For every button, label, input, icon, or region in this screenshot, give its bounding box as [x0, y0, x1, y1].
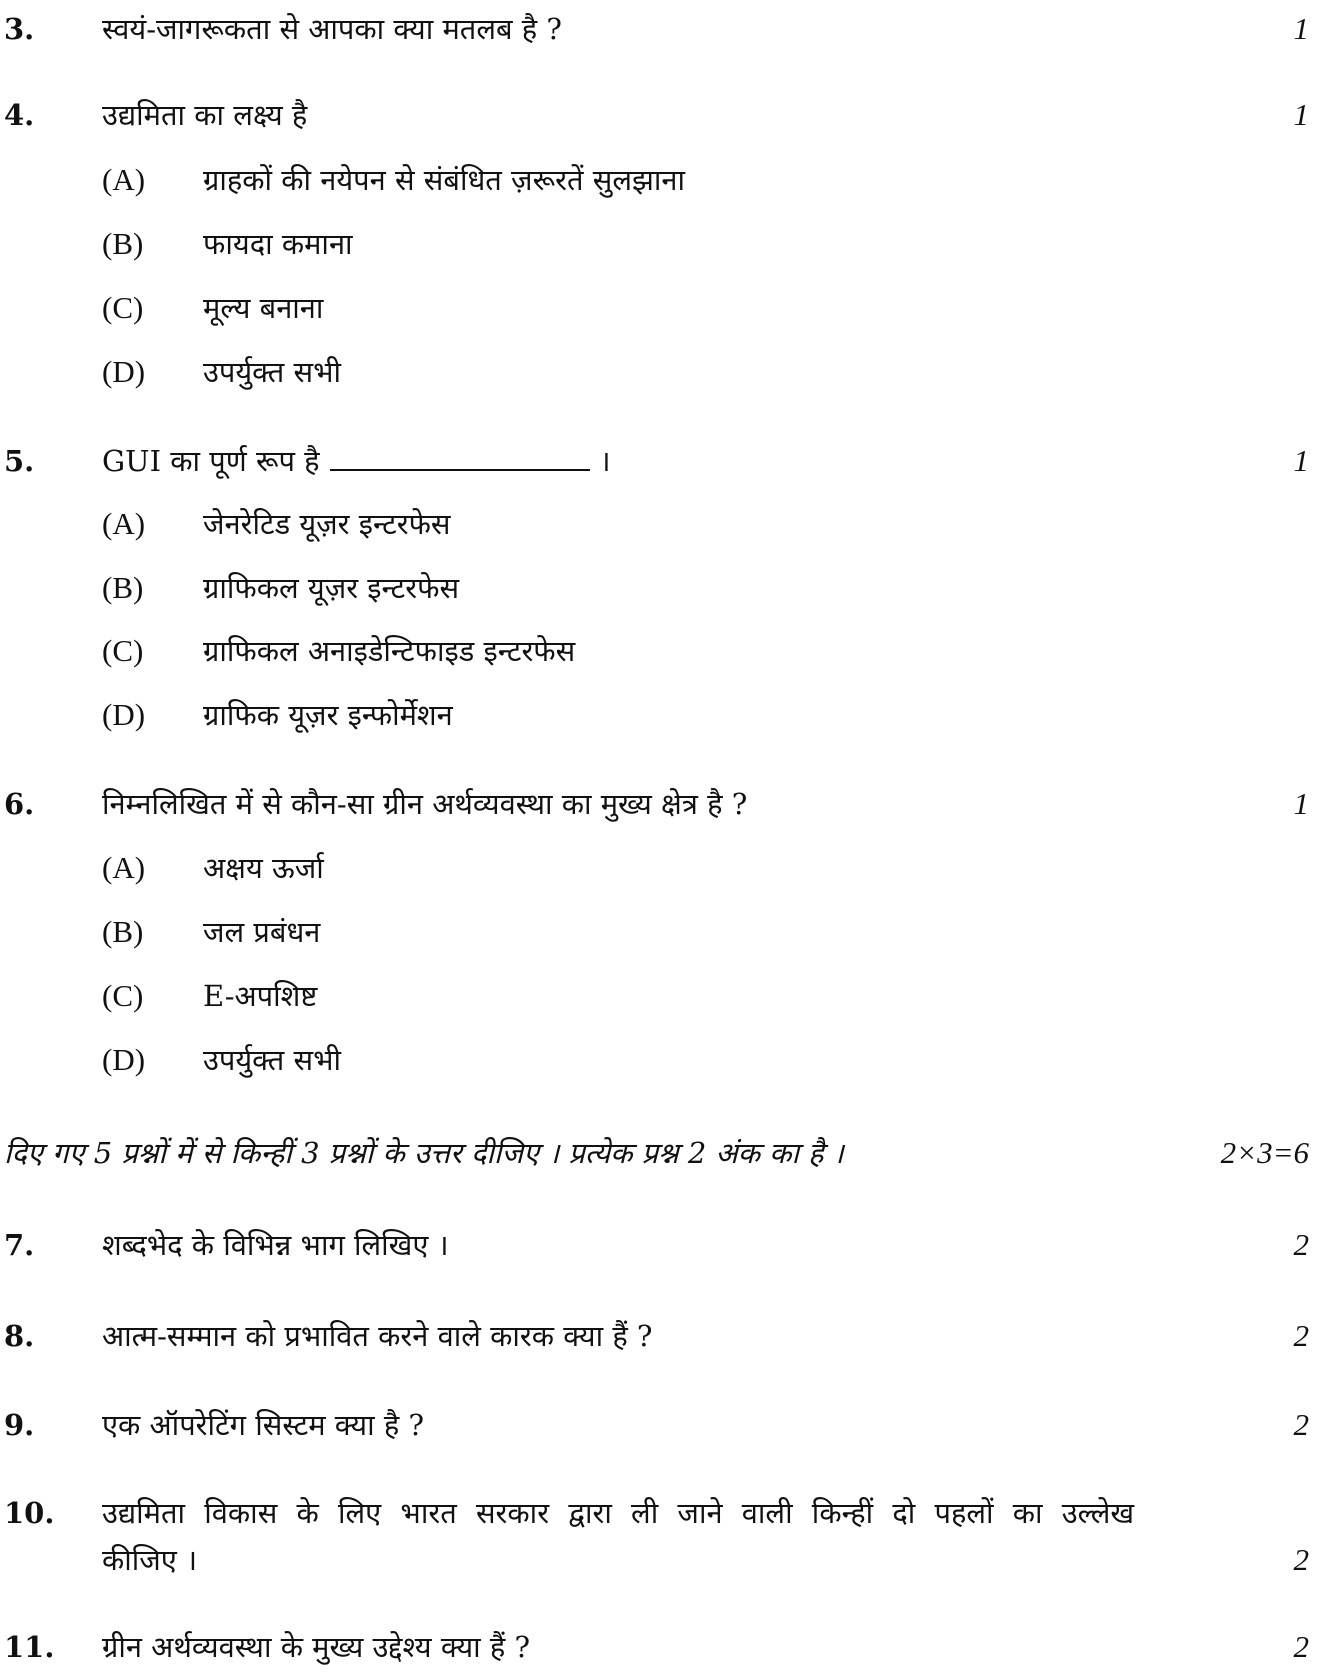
option-label: (D) [102, 1042, 146, 1077]
question-number: 4. [4, 98, 35, 132]
question-marks: 2 [1293, 1542, 1309, 1577]
question-10-continued [0, 1540, 1323, 1580]
question-9 [0, 1405, 1323, 1445]
option-a [0, 504, 1323, 544]
option-text: E-अपशिष्ट [203, 979, 318, 1013]
option-text: उपर्युक्त सभी [203, 1043, 341, 1077]
section-instruction [0, 1133, 1323, 1173]
instruction-text: दिए गए 5 प्रश्नों में से किन्हीं 3 प्रश्नों के उत्तर दीजिए । प्रत्येक प्रश्न 2 अंक का है । [4, 1136, 844, 1170]
option-d [0, 352, 1323, 392]
option-label: (C) [102, 290, 144, 325]
question-number: 7. [4, 1228, 35, 1262]
question-text: GUI का पूर्ण रूप है [102, 444, 320, 478]
question-text: निम्नलिखित में से कौन-सा ग्रीन अर्थव्यवस्था का मुख्य क्षेत्र है ? [102, 787, 748, 821]
question-number: 9. [4, 1408, 35, 1442]
question-text: उद्यमिता विकास के लिए भारत सरकार द्वारा ली जाने वाली किन्हीं दो पहलों का उल्लेख [102, 1496, 1135, 1530]
question-marks: 2 [1293, 1407, 1309, 1442]
option-label: (A) [102, 850, 146, 885]
option-b [0, 224, 1323, 264]
option-text: ग्राहकों की नयेपन से संबंधित ज़रूरतें सुलझाना [203, 163, 686, 197]
question-8 [0, 1316, 1323, 1356]
option-d [0, 695, 1323, 735]
question-marks: 1 [1293, 97, 1309, 132]
question-text-end: । [599, 444, 611, 478]
question-7 [0, 1225, 1323, 1265]
section-marks: 2×3=6 [1220, 1135, 1309, 1170]
question-number: 11. [4, 1630, 55, 1664]
question-number: 8. [4, 1319, 35, 1353]
option-text: उपर्युक्त सभी [203, 355, 341, 389]
question-marks: 2 [1293, 1227, 1309, 1262]
option-text: अक्षय ऊर्जा [203, 851, 324, 885]
option-label: (A) [102, 162, 146, 197]
question-10 [0, 1493, 1323, 1533]
option-text: ग्राफिक यूज़र इन्फोर्मेशन [203, 698, 453, 732]
option-label: (D) [102, 697, 146, 732]
option-c [0, 288, 1323, 328]
question-marks: 1 [1293, 786, 1309, 821]
option-c [0, 631, 1323, 671]
option-label: (B) [102, 914, 144, 949]
question-text: ग्रीन अर्थव्यवस्था के मुख्य उद्देश्य क्या हैं ? [102, 1630, 531, 1664]
question-marks: 1 [1293, 443, 1309, 478]
option-text: फायदा कमाना [203, 227, 353, 261]
question-marks: 2 [1293, 1318, 1309, 1353]
option-label: (B) [102, 226, 144, 261]
question-text-line2: कीजिए । [102, 1543, 198, 1577]
question-text: स्वयं-जागरूकता से आपका क्या मतलब है ? [102, 12, 562, 46]
question-3 [0, 9, 1323, 49]
question-11 [0, 1627, 1323, 1667]
question-number: 10. [4, 1496, 55, 1530]
question-number: 5. [4, 444, 35, 478]
option-d [0, 1040, 1323, 1080]
option-text: ग्राफिकल यूज़र इन्टरफेस [203, 571, 460, 605]
option-text: मूल्य बनाना [203, 291, 324, 325]
question-4 [0, 95, 1323, 135]
option-label: (B) [102, 570, 144, 605]
option-b [0, 912, 1323, 952]
option-text: ग्राफिकल अनाइडेन्टिफाइड इन्टरफेस [203, 634, 576, 668]
question-number: 3. [4, 12, 35, 46]
option-text: जल प्रबंधन [203, 915, 321, 949]
question-text: एक ऑपरेटिंग सिस्टम क्या है ? [102, 1408, 425, 1442]
question-text: शब्दभेद के विभिन्न भाग लिखिए । [102, 1228, 449, 1262]
option-label: (D) [102, 354, 146, 389]
question-marks: 1 [1293, 11, 1309, 46]
question-number: 6. [4, 787, 35, 821]
question-text: उद्यमिता का लक्ष्य है [102, 98, 308, 132]
question-5 [0, 441, 1323, 481]
question-text-wrap [102, 441, 611, 481]
option-b [0, 568, 1323, 608]
question-marks: 2 [1293, 1629, 1309, 1664]
option-label: (C) [102, 633, 144, 668]
fill-in-blank [330, 443, 590, 471]
option-label: (A) [102, 506, 146, 541]
question-6 [0, 784, 1323, 824]
option-a [0, 160, 1323, 200]
option-c [0, 976, 1323, 1016]
option-text: जेनरेटिड यूज़र इन्टरफेस [203, 507, 451, 541]
option-label: (C) [102, 978, 144, 1013]
question-text: आत्म-सम्मान को प्रभावित करने वाले कारक क्या हैं ? [102, 1319, 653, 1353]
option-a [0, 848, 1323, 888]
